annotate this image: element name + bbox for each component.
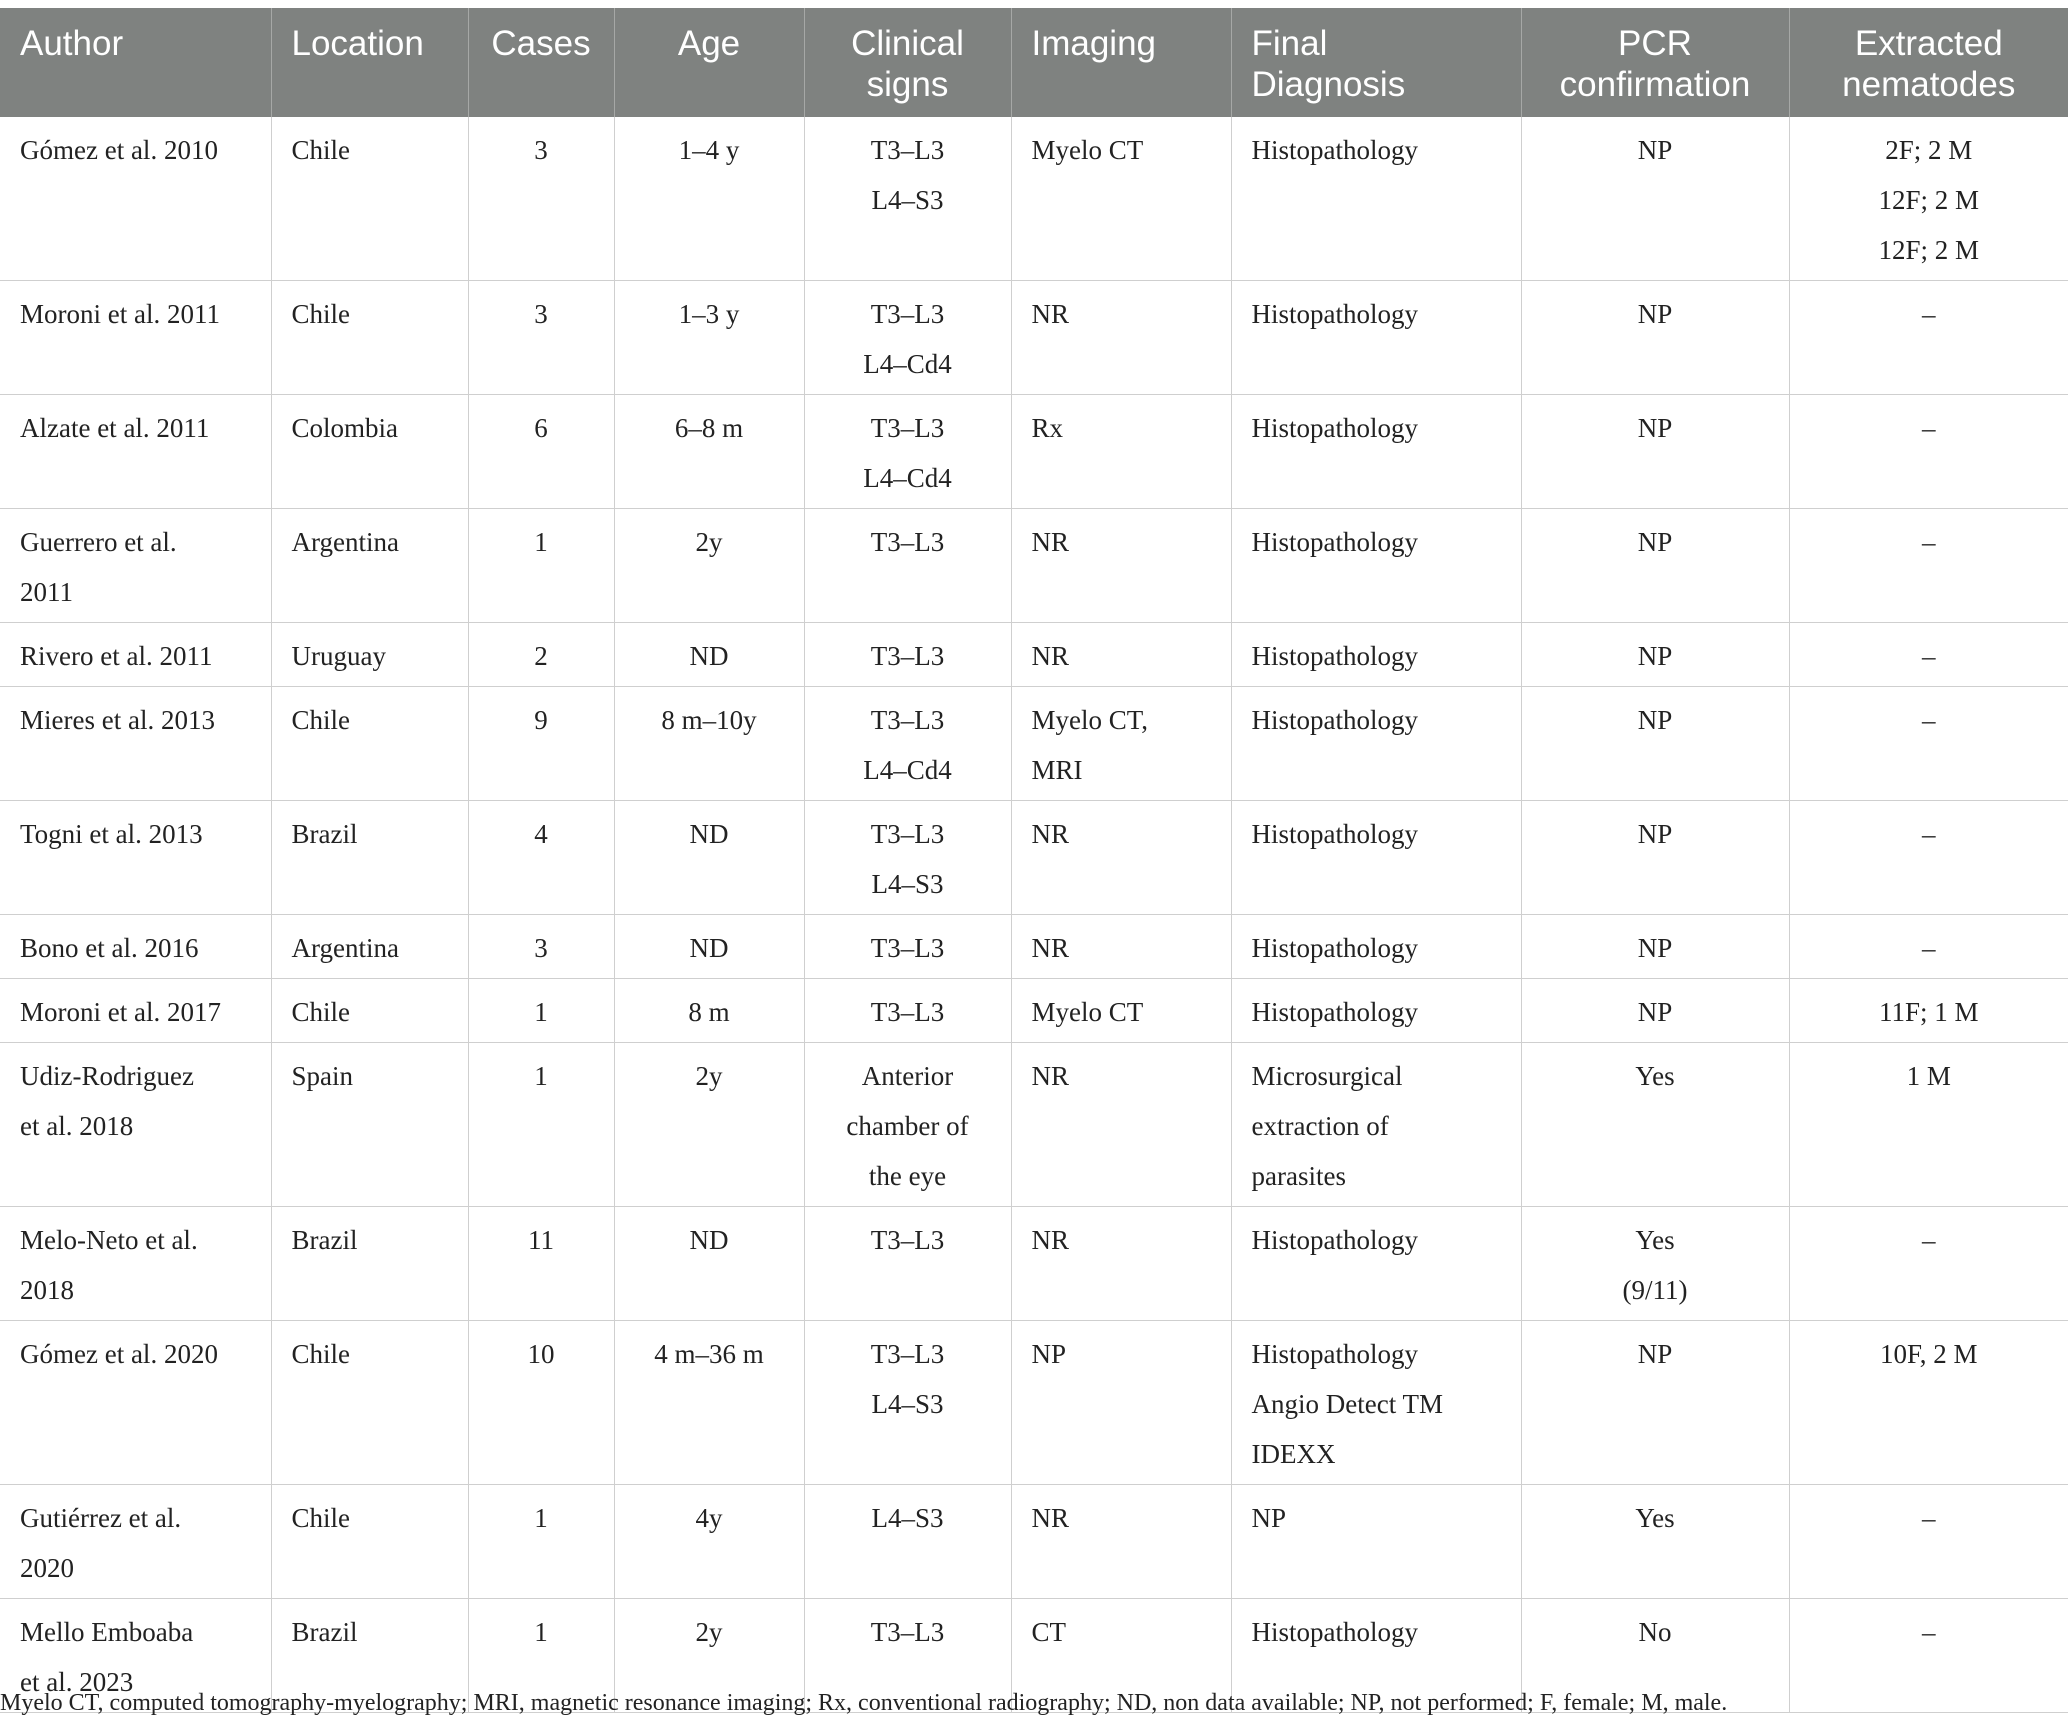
cell-pcr-confirmation: NP <box>1521 395 1789 509</box>
cell-final-diagnosis: Histopathology <box>1231 1207 1521 1321</box>
cell-pcr-confirmation: NP <box>1521 979 1789 1043</box>
cell-location: Brazil <box>271 1599 468 1713</box>
header-final-diagnosis: Final Diagnosis <box>1231 8 1521 117</box>
cell-age: 4y <box>614 1485 804 1599</box>
cell-cases: 1 <box>468 1599 614 1713</box>
cell-location: Argentina <box>271 915 468 979</box>
cell-author: Mello Emboaba et al. 2023 <box>0 1599 271 1713</box>
cell-age: 1–3 y <box>614 281 804 395</box>
cell-clinical-signs: T3–L3 L4–S3 <box>804 1321 1011 1485</box>
header-location: Location <box>271 8 468 117</box>
cell-age: 2y <box>614 509 804 623</box>
cell-author: Gutiérrez et al. 2020 <box>0 1485 271 1599</box>
cell-extracted-nematodes: – <box>1789 1207 2068 1321</box>
cell-cases: 11 <box>468 1207 614 1321</box>
header-age: Age <box>614 8 804 117</box>
cell-extracted-nematodes: – <box>1789 395 2068 509</box>
cell-author: Moroni et al. 2011 <box>0 281 271 395</box>
cell-final-diagnosis: Histopathology Angio Detect TM IDEXX <box>1231 1321 1521 1485</box>
cell-extracted-nematodes: 10F, 2 M <box>1789 1321 2068 1485</box>
cell-location: Chile <box>271 1321 468 1485</box>
cell-cases: 10 <box>468 1321 614 1485</box>
cell-location: Chile <box>271 1485 468 1599</box>
cell-location: Argentina <box>271 509 468 623</box>
cell-cases: 1 <box>468 1043 614 1207</box>
cell-final-diagnosis: NP <box>1231 1485 1521 1599</box>
cell-author: Bono et al. 2016 <box>0 915 271 979</box>
cell-age: 8 m <box>614 979 804 1043</box>
cell-cases: 3 <box>468 117 614 281</box>
cell-location: Chile <box>271 117 468 281</box>
cell-pcr-confirmation: Yes <box>1521 1485 1789 1599</box>
cell-imaging: CT <box>1011 1599 1231 1713</box>
cell-age: ND <box>614 1207 804 1321</box>
cell-clinical-signs: T3–L3 <box>804 915 1011 979</box>
cell-pcr-confirmation: NP <box>1521 687 1789 801</box>
cell-clinical-signs: T3–L3 L4–Cd4 <box>804 281 1011 395</box>
table-row <box>0 1207 2068 1321</box>
header-author: Author <box>0 8 271 117</box>
cell-location: Spain <box>271 1043 468 1207</box>
cell-clinical-signs: T3–L3 L4–S3 <box>804 117 1011 281</box>
cell-location: Brazil <box>271 801 468 915</box>
cell-final-diagnosis: Histopathology <box>1231 979 1521 1043</box>
cell-imaging: NR <box>1011 1207 1231 1321</box>
cell-extracted-nematodes: – <box>1789 1485 2068 1599</box>
header-pcr-confirmation: PCR confirmation <box>1521 8 1789 117</box>
cell-extracted-nematodes: 1 M <box>1789 1043 2068 1207</box>
cell-extracted-nematodes: – <box>1789 1599 2068 1713</box>
cell-author: Gómez et al. 2010 <box>0 117 271 281</box>
cell-author: Togni et al. 2013 <box>0 801 271 915</box>
cell-final-diagnosis: Histopathology <box>1231 623 1521 687</box>
table-row <box>0 117 2068 281</box>
cell-extracted-nematodes: – <box>1789 801 2068 915</box>
cell-imaging: NR <box>1011 623 1231 687</box>
header-extracted-nematodes: Extracted nematodes <box>1789 8 2068 117</box>
cell-author: Melo-Neto et al. 2018 <box>0 1207 271 1321</box>
cell-cases: 1 <box>468 979 614 1043</box>
cell-imaging: NP <box>1011 1321 1231 1485</box>
cell-extracted-nematodes: – <box>1789 509 2068 623</box>
header-row <box>0 8 2068 117</box>
cell-clinical-signs: Anterior chamber of the eye <box>804 1043 1011 1207</box>
cell-imaging: NR <box>1011 281 1231 395</box>
cell-extracted-nematodes: – <box>1789 915 2068 979</box>
table-header <box>0 8 2068 117</box>
cell-pcr-confirmation: Yes (9/11) <box>1521 1207 1789 1321</box>
case-report-table <box>0 8 2068 1713</box>
cell-pcr-confirmation: NP <box>1521 509 1789 623</box>
cell-age: 1–4 y <box>614 117 804 281</box>
cell-cases: 4 <box>468 801 614 915</box>
cell-extracted-nematodes: 2F; 2 M 12F; 2 M 12F; 2 M <box>1789 117 2068 281</box>
cell-cases: 3 <box>468 915 614 979</box>
cell-clinical-signs: T3–L3 <box>804 509 1011 623</box>
cell-location: Uruguay <box>271 623 468 687</box>
cell-imaging: Rx <box>1011 395 1231 509</box>
cell-location: Chile <box>271 281 468 395</box>
cell-clinical-signs: T3–L3 L4–Cd4 <box>804 395 1011 509</box>
cell-imaging: Myelo CT <box>1011 979 1231 1043</box>
cell-location: Colombia <box>271 395 468 509</box>
table-row <box>0 979 2068 1043</box>
cell-cases: 1 <box>468 1485 614 1599</box>
cell-pcr-confirmation: NP <box>1521 1321 1789 1485</box>
cell-age: 8 m–10y <box>614 687 804 801</box>
cell-location: Chile <box>271 979 468 1043</box>
table-row <box>0 281 2068 395</box>
cell-clinical-signs: T3–L3 <box>804 979 1011 1043</box>
cell-author: Moroni et al. 2017 <box>0 979 271 1043</box>
cell-age: ND <box>614 915 804 979</box>
table-footnote: Myelo CT, computed tomography-myelography; MRI, magnetic resonance imaging; Rx, conventional radiography; ND, non data available; NP, not performed; F, female; M, male. <box>0 1690 1728 1716</box>
table-row <box>0 1321 2068 1485</box>
cell-extracted-nematodes: – <box>1789 281 2068 395</box>
cell-pcr-confirmation: NP <box>1521 281 1789 395</box>
header-imaging: Imaging <box>1011 8 1231 117</box>
cell-final-diagnosis: Histopathology <box>1231 117 1521 281</box>
cell-author: Rivero et al. 2011 <box>0 623 271 687</box>
cell-final-diagnosis: Histopathology <box>1231 509 1521 623</box>
cell-imaging: Myelo CT <box>1011 117 1231 281</box>
cell-extracted-nematodes: 11F; 1 M <box>1789 979 2068 1043</box>
cell-location: Chile <box>271 687 468 801</box>
cell-author: Alzate et al. 2011 <box>0 395 271 509</box>
cell-pcr-confirmation: NP <box>1521 117 1789 281</box>
table-body <box>0 117 2068 1713</box>
cell-pcr-confirmation: NP <box>1521 801 1789 915</box>
table-row <box>0 801 2068 915</box>
cell-pcr-confirmation: No <box>1521 1599 1789 1713</box>
cell-age: 6–8 m <box>614 395 804 509</box>
cell-clinical-signs: T3–L3 <box>804 1599 1011 1713</box>
cell-age: 2y <box>614 1043 804 1207</box>
table-row <box>0 915 2068 979</box>
cell-cases: 2 <box>468 623 614 687</box>
cell-author: Guerrero et al. 2011 <box>0 509 271 623</box>
cell-cases: 9 <box>468 687 614 801</box>
cell-clinical-signs: T3–L3 L4–S3 <box>804 801 1011 915</box>
cell-final-diagnosis: Microsurgical extraction of parasites <box>1231 1043 1521 1207</box>
data-table-container <box>0 8 2068 1713</box>
cell-clinical-signs: T3–L3 L4–Cd4 <box>804 687 1011 801</box>
cell-extracted-nematodes: – <box>1789 623 2068 687</box>
cell-age: ND <box>614 801 804 915</box>
cell-author: Gómez et al. 2020 <box>0 1321 271 1485</box>
cell-imaging: NR <box>1011 801 1231 915</box>
cell-clinical-signs: T3–L3 <box>804 1207 1011 1321</box>
cell-clinical-signs: L4–S3 <box>804 1485 1011 1599</box>
cell-cases: 6 <box>468 395 614 509</box>
cell-age: 4 m–36 m <box>614 1321 804 1485</box>
header-cases: Cases <box>468 8 614 117</box>
table-row <box>0 623 2068 687</box>
cell-final-diagnosis: Histopathology <box>1231 801 1521 915</box>
cell-pcr-confirmation: NP <box>1521 915 1789 979</box>
cell-final-diagnosis: Histopathology <box>1231 687 1521 801</box>
table-row <box>0 687 2068 801</box>
cell-clinical-signs: T3–L3 <box>804 623 1011 687</box>
table-row <box>0 1043 2068 1207</box>
cell-imaging: Myelo CT, MRI <box>1011 687 1231 801</box>
table-row <box>0 1485 2068 1599</box>
cell-age: 2y <box>614 1599 804 1713</box>
cell-pcr-confirmation: Yes <box>1521 1043 1789 1207</box>
cell-final-diagnosis: Histopathology <box>1231 1599 1521 1713</box>
cell-cases: 3 <box>468 281 614 395</box>
header-clinical-signs: Clinical signs <box>804 8 1011 117</box>
cell-location: Brazil <box>271 1207 468 1321</box>
table-row <box>0 509 2068 623</box>
cell-imaging: NR <box>1011 1043 1231 1207</box>
cell-author: Mieres et al. 2013 <box>0 687 271 801</box>
cell-final-diagnosis: Histopathology <box>1231 395 1521 509</box>
cell-imaging: NR <box>1011 915 1231 979</box>
cell-cases: 1 <box>468 509 614 623</box>
cell-pcr-confirmation: NP <box>1521 623 1789 687</box>
cell-final-diagnosis: Histopathology <box>1231 281 1521 395</box>
cell-final-diagnosis: Histopathology <box>1231 915 1521 979</box>
cell-author: Udiz-Rodriguez et al. 2018 <box>0 1043 271 1207</box>
table-row <box>0 395 2068 509</box>
cell-age: ND <box>614 623 804 687</box>
cell-imaging: NR <box>1011 509 1231 623</box>
cell-extracted-nematodes: – <box>1789 687 2068 801</box>
cell-imaging: NR <box>1011 1485 1231 1599</box>
